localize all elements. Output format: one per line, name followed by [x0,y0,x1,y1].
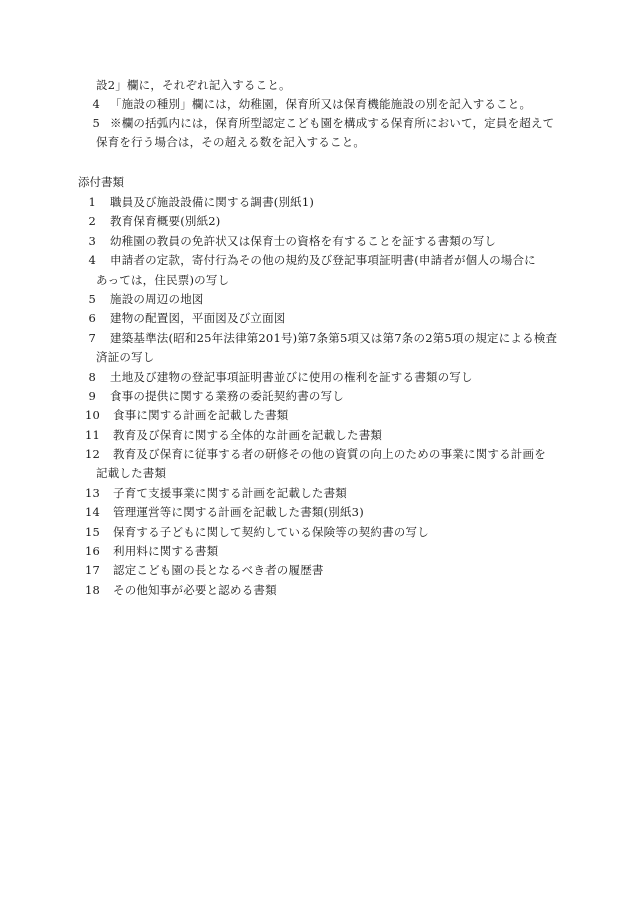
attachment-item [0,581,630,600]
attachments-list [0,193,630,600]
attachment-number: 9 [88,388,96,403]
attachment-item [0,290,630,309]
attachment-item [0,561,630,580]
attachment-item [0,406,630,425]
note-number: 5 [92,116,100,130]
note-number: 4 [92,97,100,111]
attachment-number: 8 [88,369,96,384]
attachment-item [0,426,630,445]
attachment-text: 子育て支援事業に関する計画を記載した書類 [113,485,347,500]
attachment-item [0,503,630,522]
attachment-number: 15 [84,524,100,539]
attachment-item [0,212,630,231]
attachment-text: 食事に関する計画を記載した書類 [113,408,289,423]
attachment-text: 教育及び保育に関する全体的な計画を記載した書類 [113,427,383,442]
attachment-text: 済証の写し [96,350,155,365]
attachment-item [0,232,630,251]
attachment-text: 食事の提供に関する業務の委託契約書の写し [110,388,344,403]
attachments-heading: 添付書類 [78,175,124,189]
attachment-item-continuation [0,348,630,367]
attachment-number: 1 [88,195,96,209]
attachment-item [0,368,630,387]
attachment-text: 施設の周辺の地図 [110,291,204,306]
note-text: ※欄の括弧内には，保育所型認定こども園を構成する保育所において，定員を超えて [110,116,555,130]
note-text: 設2」欄に，それぞれ記入すること。 [96,78,291,92]
attachment-number: 17 [84,563,100,578]
attachment-number: 5 [88,291,96,306]
attachment-number: 3 [88,233,96,248]
attachment-number: 14 [84,505,100,520]
attachment-item [0,329,630,348]
note-continuation [0,133,630,152]
attachment-number: 10 [84,408,100,423]
attachment-text: 建築基準法(昭和25年法律第201号)第7条第5項又は第7条の2第5項の規定による検査 [110,330,558,345]
attachment-number: 4 [88,253,96,268]
attachment-text: 管理運営等に関する計画を記載した書類(別紙3) [113,505,364,520]
attachment-number: 12 [84,447,100,462]
attachment-number: 18 [84,582,100,597]
note-item [0,95,630,114]
attachment-text: 職員及び施設設備に関する調書(別紙1) [110,195,315,209]
attachment-text: 幼稚園の教員の免許状又は保育士の資格を有することを証する書類の写し [110,233,497,248]
attachment-item [0,484,630,503]
attachment-item [0,542,630,561]
note-text: 「施設の種別」欄には，幼稚園，保育所又は保育機能施設の別を記入すること。 [110,97,532,111]
attachment-text: 建物の配置図，平面図及び立面図 [110,311,286,326]
attachment-text: 申請者の定款，寄付行為その他の規約及び登記事項証明書(申請者が個人の場合に [110,253,536,268]
attachment-number: 6 [88,311,96,326]
attachment-text: 土地及び建物の登記事項証明書並びに使用の権利を証する書類の写し [110,369,473,384]
note-continuation [0,76,630,95]
attachment-item [0,523,630,542]
attachment-item [0,387,630,406]
attachment-number: 11 [84,427,100,442]
attachment-text: 保育する子どもに関して契約している保険等の契約書の写し [113,524,429,539]
attachment-item [0,251,630,270]
attachment-number: 16 [84,544,100,559]
attachment-text: 教育及び保育に従事する者の研修その他の資質の向上のための事業に関する計画を [113,447,546,462]
attachment-text: 記載した書類 [96,466,167,481]
note-item [0,114,630,133]
attachment-number: 2 [88,214,96,229]
attachment-item [0,309,630,328]
notes-section [0,76,630,152]
attachment-item [0,445,630,464]
attachment-text: 認定こども園の長となるべき者の履歴書 [113,563,324,578]
attachment-item-continuation [0,464,630,483]
note-text: 保育を行う場合は，その超える数を記入すること。 [96,135,366,149]
attachment-text: あっては，住民票)の写し [96,272,230,287]
attachment-text: 教育保育概要(別紙2) [110,214,221,229]
attachment-item-continuation [0,271,630,290]
attachment-text: その他知事が必要と認める書類 [113,582,277,597]
attachment-item [0,193,630,212]
attachment-number: 7 [88,330,96,345]
attachment-number: 13 [84,485,100,500]
attachment-text: 利用料に関する書類 [113,544,219,559]
